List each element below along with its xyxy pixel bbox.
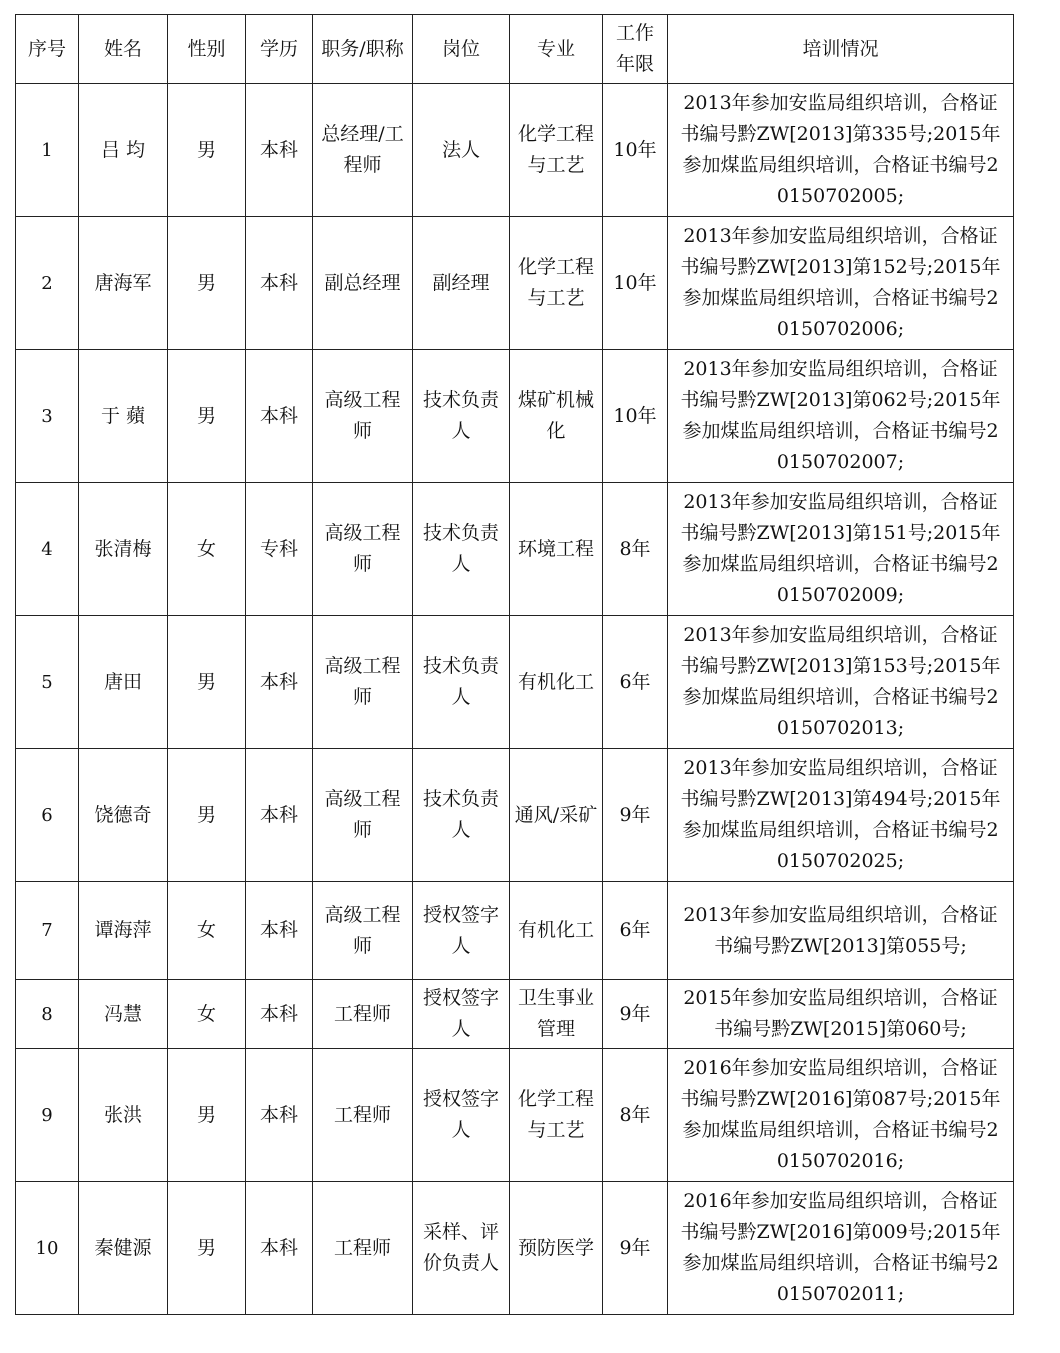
- cell-no: 4: [16, 483, 79, 616]
- cell-no: 10: [16, 1182, 79, 1315]
- header-education: 学历: [246, 15, 313, 84]
- header-title: 职务/职称: [313, 15, 413, 84]
- cell-gender: 男: [168, 217, 246, 350]
- cell-title: 工程师: [313, 980, 413, 1049]
- cell-training: 2016年参加安监局组织培训，合格证书编号黔ZW[2016]第009号;2015年参加煤监局组织培训，合格证书编号20150702011;: [668, 1182, 1014, 1315]
- cell-years: 10年: [603, 84, 668, 217]
- table-body: [16, 84, 1014, 1315]
- cell-major: 通风/采矿: [510, 749, 603, 882]
- cell-training: 2013年参加安监局组织培训，合格证书编号黔ZW[2013]第153号;2015年参加煤监局组织培训，合格证书编号20150702013;: [668, 616, 1014, 749]
- cell-years: 6年: [603, 882, 668, 980]
- cell-name: 冯慧: [79, 980, 168, 1049]
- cell-education: 本科: [246, 616, 313, 749]
- cell-title: 高级工程师: [313, 350, 413, 483]
- header-years: 工作年限: [603, 15, 668, 84]
- cell-title: 副总经理: [313, 217, 413, 350]
- cell-education: 本科: [246, 1049, 313, 1182]
- cell-position: 授权签字人: [413, 882, 510, 980]
- cell-major: 煤矿机械化: [510, 350, 603, 483]
- header-position: 岗位: [413, 15, 510, 84]
- cell-name: 于 蘋: [79, 350, 168, 483]
- table-row: [16, 483, 1014, 616]
- cell-major: 环境工程: [510, 483, 603, 616]
- cell-name: 张清梅: [79, 483, 168, 616]
- cell-title: 工程师: [313, 1049, 413, 1182]
- cell-title: 高级工程师: [313, 483, 413, 616]
- cell-no: 7: [16, 882, 79, 980]
- cell-position: 法人: [413, 84, 510, 217]
- cell-name: 秦健源: [79, 1182, 168, 1315]
- cell-training: 2013年参加安监局组织培训，合格证书编号黔ZW[2013]第062号;2015年参加煤监局组织培训，合格证书编号20150702007;: [668, 350, 1014, 483]
- table-row: [16, 350, 1014, 483]
- cell-years: 9年: [603, 980, 668, 1049]
- cell-position: 技术负责人: [413, 350, 510, 483]
- cell-title: 高级工程师: [313, 616, 413, 749]
- cell-position: 技术负责人: [413, 749, 510, 882]
- cell-education: 本科: [246, 1182, 313, 1315]
- header-gender: 性别: [168, 15, 246, 84]
- cell-gender: 男: [168, 350, 246, 483]
- cell-years: 9年: [603, 1182, 668, 1315]
- cell-years: 8年: [603, 483, 668, 616]
- cell-training: 2013年参加安监局组织培训，合格证书编号黔ZW[2013]第335号;2015年参加煤监局组织培训，合格证书编号20150702005;: [668, 84, 1014, 217]
- cell-no: 5: [16, 616, 79, 749]
- table-row: [16, 980, 1014, 1049]
- cell-gender: 女: [168, 980, 246, 1049]
- cell-years: 8年: [603, 1049, 668, 1182]
- cell-education: 本科: [246, 84, 313, 217]
- cell-no: 2: [16, 217, 79, 350]
- table-row: [16, 749, 1014, 882]
- cell-name: 唐田: [79, 616, 168, 749]
- cell-name: 张洪: [79, 1049, 168, 1182]
- cell-gender: 男: [168, 1049, 246, 1182]
- cell-position: 采样、评价负责人: [413, 1182, 510, 1315]
- cell-position: 授权签字人: [413, 980, 510, 1049]
- cell-name: 谭海萍: [79, 882, 168, 980]
- header-row: [16, 15, 1014, 84]
- cell-title: 高级工程师: [313, 749, 413, 882]
- cell-years: 10年: [603, 350, 668, 483]
- cell-name: 饶德奇: [79, 749, 168, 882]
- table-row: [16, 1049, 1014, 1182]
- cell-gender: 女: [168, 483, 246, 616]
- cell-gender: 男: [168, 84, 246, 217]
- cell-position: 授权签字人: [413, 1049, 510, 1182]
- cell-major: 化学工程与工艺: [510, 217, 603, 350]
- cell-years: 9年: [603, 749, 668, 882]
- cell-gender: 男: [168, 616, 246, 749]
- cell-education: 本科: [246, 749, 313, 882]
- cell-years: 10年: [603, 217, 668, 350]
- cell-title: 高级工程师: [313, 882, 413, 980]
- cell-no: 1: [16, 84, 79, 217]
- table-row: [16, 1182, 1014, 1315]
- cell-no: 8: [16, 980, 79, 1049]
- table-row: [16, 84, 1014, 217]
- cell-major: 化学工程与工艺: [510, 84, 603, 217]
- table-row: [16, 616, 1014, 749]
- cell-gender: 女: [168, 882, 246, 980]
- cell-years: 6年: [603, 616, 668, 749]
- cell-training: 2013年参加安监局组织培训，合格证书编号黔ZW[2013]第494号;2015年参加煤监局组织培训，合格证书编号20150702025;: [668, 749, 1014, 882]
- cell-education: 本科: [246, 350, 313, 483]
- cell-no: 9: [16, 1049, 79, 1182]
- header-name: 姓名: [79, 15, 168, 84]
- cell-education: 本科: [246, 980, 313, 1049]
- cell-title: 总经理/工程师: [313, 84, 413, 217]
- cell-gender: 男: [168, 1182, 246, 1315]
- cell-major: 有机化工: [510, 616, 603, 749]
- cell-education: 本科: [246, 882, 313, 980]
- header-major: 专业: [510, 15, 603, 84]
- cell-education: 本科: [246, 217, 313, 350]
- cell-training: 2013年参加安监局组织培训，合格证书编号黔ZW[2013]第151号;2015年参加煤监局组织培训，合格证书编号20150702009;: [668, 483, 1014, 616]
- header-no: 序号: [16, 15, 79, 84]
- cell-title: 工程师: [313, 1182, 413, 1315]
- cell-major: 预防医学: [510, 1182, 603, 1315]
- cell-gender: 男: [168, 749, 246, 882]
- personnel-table: [15, 14, 1014, 1315]
- cell-position: 技术负责人: [413, 483, 510, 616]
- cell-name: 吕 均: [79, 84, 168, 217]
- cell-education: 专科: [246, 483, 313, 616]
- table-row: [16, 882, 1014, 980]
- cell-major: 卫生事业管理: [510, 980, 603, 1049]
- cell-position: 技术负责人: [413, 616, 510, 749]
- cell-training: 2013年参加安监局组织培训，合格证书编号黔ZW[2013]第152号;2015年参加煤监局组织培训，合格证书编号20150702006;: [668, 217, 1014, 350]
- cell-major: 化学工程与工艺: [510, 1049, 603, 1182]
- cell-training: 2016年参加安监局组织培训，合格证书编号黔ZW[2016]第087号;2015年参加煤监局组织培训，合格证书编号20150702016;: [668, 1049, 1014, 1182]
- cell-no: 6: [16, 749, 79, 882]
- cell-position: 副经理: [413, 217, 510, 350]
- cell-name: 唐海军: [79, 217, 168, 350]
- header-training: 培训情况: [668, 15, 1014, 84]
- cell-major: 有机化工: [510, 882, 603, 980]
- table-row: [16, 217, 1014, 350]
- cell-training: 2015年参加安监局组织培训，合格证书编号黔ZW[2015]第060号;: [668, 980, 1014, 1049]
- cell-training: 2013年参加安监局组织培训，合格证书编号黔ZW[2013]第055号;: [668, 882, 1014, 980]
- cell-no: 3: [16, 350, 79, 483]
